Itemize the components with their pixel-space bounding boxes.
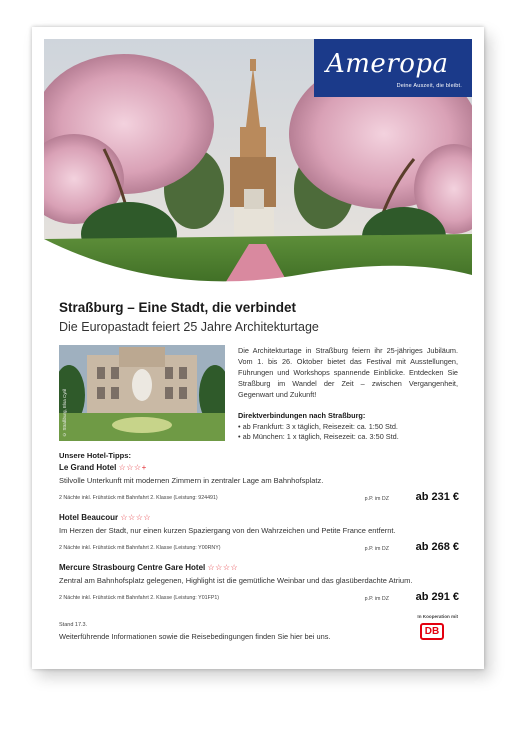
hotel-offer-mercure	[59, 563, 459, 606]
hotel-price: ab 231 €	[415, 491, 459, 503]
connections-list	[238, 422, 399, 442]
hotel-stars-icon: ☆☆☆+	[118, 463, 147, 472]
logo-wordmark: Ameropa	[326, 49, 449, 79]
hotel-offer-le-grand	[59, 463, 459, 506]
intro-paragraph: Die Architekturtage in Straßburg feiern ihr 25-jähriges Jubiläum. Vom 1. bis 26. Oktober bietet das Festival mit Ausstellungen, Führungen und Workshops spannende Einblicke. Entdecken Sie Straßburg im Wandel der Zeit – zwischen Vergangenheit, Gegenwart und Zukunft!	[238, 346, 458, 399]
hotel-stars-icon: ☆☆☆☆	[207, 563, 239, 572]
hotel-price: ab 291 €	[415, 591, 459, 603]
price-basis: p.P. im DZ	[364, 546, 389, 552]
hotel-name: Hotel Beaucour	[59, 513, 119, 522]
hotel-package-details: 2 Nächte inkl. Frühstück mit Bahnfahrt 2. Klasse (Leistung: Y00RNY)	[59, 545, 221, 551]
hotel-description: Im Herzen der Stadt, nur einen kurzen Spaziergang von den Wahrzeichen und Petite France entfernt.	[59, 526, 396, 535]
db-logo: DB	[420, 623, 444, 640]
hotel-offer-beaucour	[59, 513, 459, 556]
hotel-package-details: 2 Nächte inkl. Frühstück mit Bahnfahrt 2. Klasse (Leistung: Y01FP1)	[59, 595, 220, 601]
palace-photo	[59, 345, 225, 441]
hotel-stars-icon: ☆☆☆☆	[120, 513, 152, 522]
connection-item: • ab München: 1 x täglich, Reisezeit: ca. 3:50 Std.	[238, 432, 399, 442]
hotel-description: Zentral am Bahnhofsplatz gelegenen, Highlight ist die gemütliche Weinbar und das glasüberdachte Atrium.	[59, 576, 413, 585]
photo-credit: © Straßburg, Elsa Cyril	[62, 389, 67, 437]
hotel-tips-heading: Unsere Hotel-Tipps:	[59, 451, 132, 460]
hotel-description: Stilvolle Unterkunft mit modernen Zimmern in zentraler Lage am Bahnhofsplatz.	[59, 476, 324, 485]
connection-item: • ab Frankfurt: 3 x täglich, Reisezeit: ca. 1:50 Std.	[238, 422, 399, 432]
footer-link-text[interactable]: Weiterführende Informationen sowie die Reisebedingungen finden Sie hier bei uns.	[59, 632, 331, 641]
connections-title: Direktverbindungen nach Straßburg:	[238, 411, 366, 420]
price-basis: p.P. im DZ	[364, 596, 389, 602]
price-basis: p.P. im DZ	[364, 496, 389, 502]
status-date: Stand 17.3.	[59, 622, 88, 628]
page-subtitle: Die Europastadt feiert 25 Jahre Architekturtage	[59, 320, 319, 334]
palace-illustration	[59, 345, 225, 441]
ameropa-logo	[314, 39, 472, 97]
hotel-package-details: 2 Nächte inkl. Frühstück mit Bahnfahrt 2. Klasse (Leistung: 924491)	[59, 495, 218, 501]
hotel-name: Mercure Strasbourg Centre Gare Hotel	[59, 563, 206, 572]
hotel-name: Le Grand Hotel	[59, 463, 117, 472]
page-title: Straßburg – Eine Stadt, die verbindet	[59, 300, 297, 315]
hero-image-strasbourg	[44, 39, 472, 285]
cooperation-label: In Kooperation mit	[417, 614, 458, 619]
flyer-page	[32, 27, 484, 669]
hotel-price: ab 268 €	[415, 541, 459, 553]
logo-tagline: Deine Auszeit, die bleibt.	[396, 83, 462, 89]
